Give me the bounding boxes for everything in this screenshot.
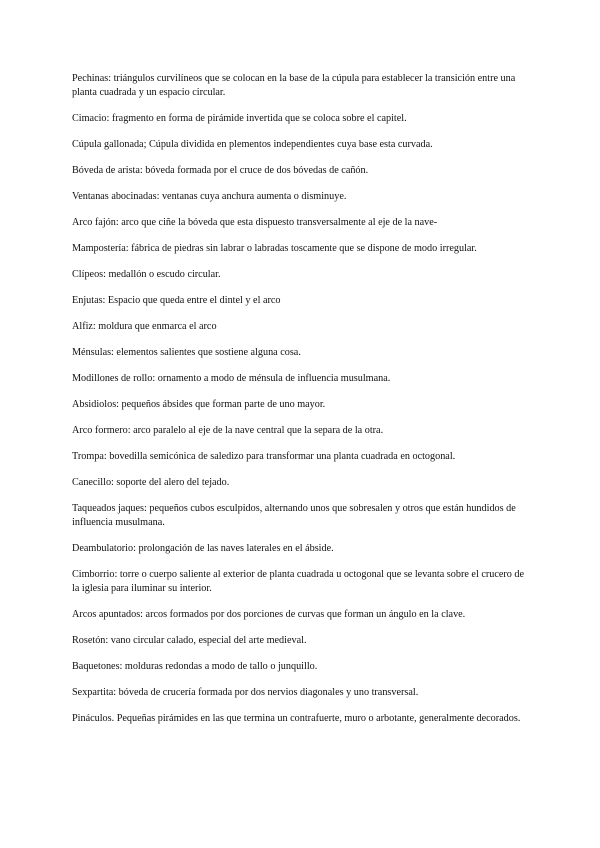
glossary-entry-deambulatorio: Deambulatorio: prolongación de las naves laterales en el ábside. (72, 543, 334, 554)
glossary-entry-pechinas: Pechinas: triángulos curvilíneos que se colocan en la base de la cúpula para establecer la transición entre una planta cuadrada y un espacio circular. (72, 73, 516, 98)
glossary-entry-mensulas: Ménsulas: elementos salientes que sostiene alguna cosa. (72, 347, 301, 358)
glossary-entry-arcos-apuntados: Arcos apuntados: arcos formados por dos porciones de curvas que forman un ángulo en la clave. (72, 609, 466, 620)
glossary-entry-ventanas-abocinadas: Ventanas abocinadas: ventanas cuya anchura aumenta o disminuye. (72, 191, 347, 202)
glossary-entry-modillones-de-rollo: Modillones de rollo: ornamento a modo de ménsula de influencia musulmana. (72, 373, 391, 384)
glossary-entry-absidiolos: Absidiolos: pequeños ábsides que forman parte de uno mayor. (72, 399, 326, 410)
glossary-list (72, 72, 530, 738)
glossary-entry-cimacio: Cimacio: fragmento en forma de pirámide invertida que se coloca sobre el capitel. (72, 113, 407, 124)
glossary-entry-clipeos: Clípeos: medallón o escudo circular. (72, 269, 221, 280)
glossary-entry-cupula-gallonada: Cúpula gallonada; Cúpula dividida en plementos independientes cuya base esta curvada. (72, 139, 433, 150)
glossary-entry-roseton: Rosetón: vano circular calado, especial del arte medieval. (72, 635, 307, 646)
glossary-entry-sexpartita: Sexpartita: bóveda de crucería formada por dos nervios diagonales y uno transversal. (72, 687, 419, 698)
glossary-entry-boveda-de-arista: Bóveda de arista: bóveda formada por el cruce de dos bóvedas de cañón. (72, 165, 369, 176)
glossary-entry-enjutas: Enjutas: Espacio que queda entre el dintel y el arco (72, 295, 281, 306)
glossary-entry-taqueados-jaques: Taqueados jaques: pequeños cubos esculpidos, alternando unos que sobresalen y otros que están hundidos de influencia musulmana. (72, 503, 516, 528)
glossary-entry-canecillo: Canecillo: soporte del alero del tejado. (72, 477, 230, 488)
glossary-entry-cimborrio: Cimborrio: torre o cuerpo saliente al exterior de planta cuadrada u octogonal que se levanta sobre el crucero de la iglesia para iluminar su interior. (72, 569, 525, 594)
glossary-entry-baquetones: Baquetones: molduras redondas a modo de tallo o junquillo. (72, 661, 318, 672)
glossary-entry-pinaculos: Pináculos. Pequeñas pirámides en las que termina un contrafuerte, muro o arbotante, generalmente decorados. (72, 713, 521, 724)
glossary-entry-trompa: Trompa: bovedilla semicónica de saledizo para transformar una planta cuadrada en octogonal. (72, 451, 456, 462)
glossary-entry-arco-formero: Arco formero: arco paralelo al eje de la nave central que la separa de la otra. (72, 425, 384, 436)
glossary-entry-mamposteria: Mampostería: fábrica de piedras sin labrar o labradas toscamente que se dispone de modo irregular. (72, 243, 477, 254)
glossary-entry-arco-fajon: Arco fajón: arco que ciñe la bóveda que esta dispuesto transversalmente al eje de la nave- (72, 217, 438, 228)
glossary-entry-alfiz: Alfiz: moldura que enmarca el arco (72, 321, 217, 332)
